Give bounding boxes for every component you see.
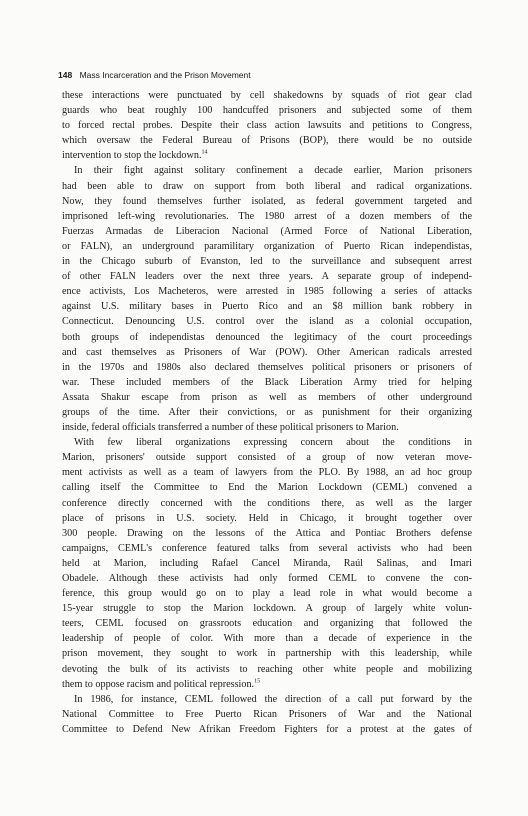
running-title: Mass Incarceration and the Prison Movement [79,70,251,80]
line-text: guards who beat roughly 100 handcuffed prisoners and subjected some of them [62,105,472,117]
text-line [62,707,472,722]
footnote-marker: 15 [254,678,261,685]
running-header [58,70,251,80]
text-line [62,435,472,450]
text-line [62,209,472,224]
line-text: inside, federal officials transferred a number of these political prisoners to Marion. [62,422,399,434]
text-line [62,330,472,345]
text-line [62,662,472,677]
text-line [62,269,472,284]
line-text: groups of the time. After their convictions, or as punishment for their organizing [62,406,472,418]
line-text: these interactions were punctuated by cell shakedowns by squads of riot gear clad [62,90,472,101]
line-text: In their fight against solitary confinement a decade earlier, Marion prisoners [74,165,472,177]
text-line [62,239,472,254]
text-line [62,692,472,707]
page-number: 148 [58,70,73,80]
line-text: calling itself the Committee to End the Marion Lockdown (CEML) convened a [62,482,472,494]
text-line [62,179,472,194]
line-text: teers, CEML focused on grassroots education and organizing that followed the [62,618,472,630]
line-text: war. These included members of the Black Liberation Army tried for helping [62,376,472,388]
line-text: ence activists, Los Macheteros, were arrested in 1985 following a series of attacks [62,286,472,298]
line-text: conference directly concerned with the conditions there, as well as the larger [62,497,472,509]
line-text: place of prisons in U.S. society. Held in Chicago, it brought together over [62,512,472,524]
text-line [62,556,472,571]
text-line [62,163,472,178]
text-line [62,616,472,631]
text-line [62,526,472,541]
line-text: to forced rectal probes. Despite their class action lawsuits and petitions to Congress, [62,120,472,132]
text-line [62,133,472,148]
text-line [62,631,472,646]
text-line [62,496,472,511]
text-line [62,103,472,118]
text-line [62,511,472,526]
body-text [62,88,472,737]
text-line [62,375,472,390]
line-text: both groups of independistas denounced the legitimacy of the court proceedings [62,331,472,343]
text-line [62,601,472,616]
text-line [62,586,472,601]
footnote-marker: 14 [201,149,208,156]
line-text: National Committee to Free Puerto Rican Prisoners of War and the National [62,708,472,720]
text-line [62,360,472,375]
text-line [62,314,472,329]
text-line [62,420,472,435]
line-text: Assata Shakur escape from prison as well as members of other underground [62,391,472,403]
line-text: Obadele. Although these activists had only formed CEML to convene the con- [62,573,472,584]
line-text: ference, this group would go on to play a lead role in what would become a [62,588,472,600]
line-text: Fuerzas Armadas de Liberacion Nacional (Armed Force of National Liberation, [62,225,472,237]
text-line [62,148,472,163]
line-text: leadership of people of color. With more than a decade of experience in the [62,633,472,645]
line-text: campaigns, CEML's conference featured talks from several activists who had been [62,542,472,554]
text-line [62,254,472,269]
line-text: of other FALN leaders over the next three years. A separate group of independ- [62,271,472,283]
line-text: against U.S. military bases in Puerto Rico and an $8 million bank robbery in [62,301,472,313]
text-line [62,722,472,737]
text-line [62,390,472,405]
text-line [62,450,472,465]
line-text: and cast themselves as Prisoners of War (POW). Other American radicals arrested [62,346,472,358]
line-text: held at Marion, including Rafael Cancel Miranda, Raúl Salinas, and Imari [62,557,472,569]
line-text: devoting the bulk of its activists to reaching other white people and mobilizing [62,663,472,675]
line-text: ment activists as well as a team of lawyers from the PLO. By 1988, an ad hoc group [62,467,472,479]
line-text: 15-year struggle to stop the Marion lockdown. A group of largely white volun- [62,603,472,615]
text-line [62,646,472,661]
line-text: Connecticut. Denouncing U.S. control over the island as a colonial occupation, [62,316,472,328]
line-text: With few liberal organizations expressing concern about the conditions in [74,437,472,449]
text-line [62,299,472,314]
text-line [62,571,472,586]
text-line [62,345,472,360]
text-line [62,541,472,556]
text-line [62,118,472,133]
line-text: or FALN), an underground paramilitary organization of Puerto Rican independistas, [62,240,472,252]
line-text: 300 people. Drawing on the lessons of the Attica and Pontiac Brothers defense [62,527,472,539]
text-line [62,677,472,692]
line-text: imprisoned left-wing revolutionaries. The 1980 arrest of a dozen members of the [62,210,472,222]
line-text: intervention to stop the lockdown. [62,150,202,162]
line-text: in the Chicago suburb of Evanston, led to the surveillance and subsequent arrest [62,256,472,268]
text-line [62,465,472,480]
line-text: them to oppose racism and political repression. [62,678,255,690]
line-text: had been able to draw on support from both liberal and radical organizations. [62,180,472,192]
text-line [62,405,472,420]
line-text: Marion, prisoners' outside support consisted of a group of now veteran move- [62,452,472,464]
line-text: prison movement, they sought to work in partnership with this leadership, while [62,648,472,660]
text-line [62,194,472,209]
text-line [62,224,472,239]
text-line [62,284,472,299]
line-text: In 1986, for instance, CEML followed the direction of a call put forward by the [74,693,472,705]
line-text: which oversaw the Federal Bureau of Prisons (BOP), there would be no outside [62,135,472,147]
line-text: Committee to Defend New Afrikan Freedom Fighters for a protest at the gates of [62,723,472,735]
text-line [62,88,472,103]
line-text: in the 1970s and 1980s also declared themselves political prisoners or prisoners of [62,361,472,373]
line-text: Now, they found themselves further isolated, as federal government targeted and [62,195,472,207]
text-line [62,480,472,495]
